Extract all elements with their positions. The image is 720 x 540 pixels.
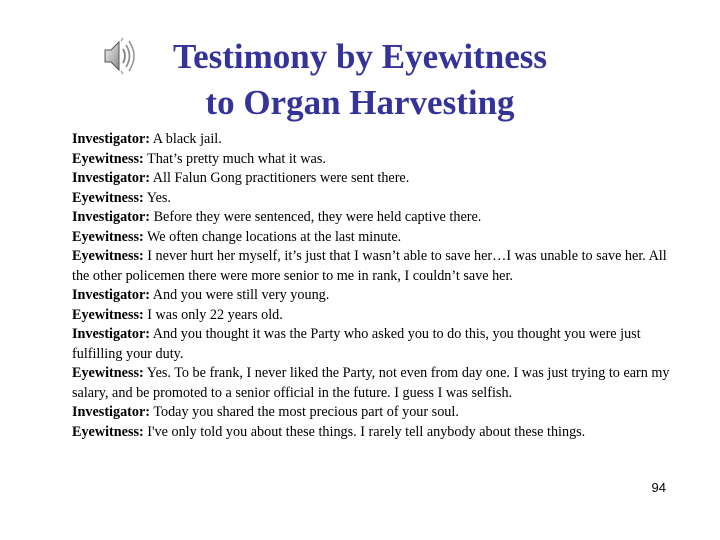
- speaker-label: Investigator:: [72, 326, 151, 342]
- speaker-label: Investigator:: [72, 131, 151, 147]
- transcript-line: [72, 286, 684, 306]
- speaker-label: Eyewitness:: [72, 189, 144, 206]
- utterance-text: I was only 22 years old.: [143, 306, 283, 323]
- speaker-label: Investigator:: [72, 404, 151, 420]
- utterance-text: We often change locations at the last minute.: [143, 228, 402, 245]
- speaker-label: Investigator:: [72, 287, 151, 303]
- speaker-label: Investigator:: [72, 170, 151, 186]
- page-number: 94: [651, 480, 666, 495]
- utterance-text: Yes.: [143, 189, 171, 206]
- speaker-label: Eyewitness:: [72, 423, 144, 440]
- utterance-text: Yes. To be frank, I never liked the Party, not even from day one. I was just trying to earn my salary, and be promoted to a senior official in the future. I guess I was selfish.: [72, 365, 670, 401]
- transcript-line: [72, 364, 684, 403]
- slide-title-line-1: Testimony by Eyewitness: [172, 37, 548, 76]
- transcript-line: [72, 189, 684, 209]
- utterance-text: And you thought it was the Party who asked you to do this, you thought you were just fulfilling your duty.: [72, 326, 641, 362]
- utterance-text: All Falun Gong practitioners were sent there.: [150, 170, 410, 186]
- slide-title-line-2: to Organ Harvesting: [205, 83, 515, 122]
- transcript-line: [72, 306, 684, 326]
- speaker-label: Eyewitness:: [72, 228, 144, 245]
- transcript-line: [72, 150, 684, 170]
- utterance-text: I never hurt her myself, it’s just that I wasn’t able to save her…I was unable to save her. All the other policemen there were more senior to me in rank, I couldn’t save her.: [72, 248, 667, 284]
- utterance-text: That’s pretty much what it was.: [143, 150, 326, 167]
- transcript-line: [72, 423, 684, 443]
- utterance-text: A black jail.: [150, 131, 222, 147]
- slide-title: [100, 34, 620, 126]
- speaker-label: Investigator:: [72, 209, 151, 225]
- testimony-transcript: [72, 130, 684, 442]
- transcript-line: [72, 325, 684, 364]
- utterance-text: Before they were sentenced, they were held captive there.: [150, 209, 482, 225]
- speaker-label: Eyewitness:: [72, 248, 144, 264]
- speaker-label: Eyewitness:: [72, 365, 144, 381]
- transcript-line: [72, 247, 684, 286]
- transcript-line: [72, 403, 684, 423]
- transcript-line: [72, 169, 684, 189]
- transcript-line: [72, 208, 684, 228]
- transcript-line: [72, 228, 684, 248]
- utterance-text: I've only told you about these things. I rarely tell anybody about these things.: [143, 423, 586, 440]
- utterance-text: And you were still very young.: [150, 287, 330, 303]
- speaker-label: Eyewitness:: [72, 150, 144, 167]
- utterance-text: Today you shared the most precious part of your soul.: [150, 404, 459, 420]
- transcript-line: [72, 130, 684, 150]
- speaker-label: Eyewitness:: [72, 306, 144, 323]
